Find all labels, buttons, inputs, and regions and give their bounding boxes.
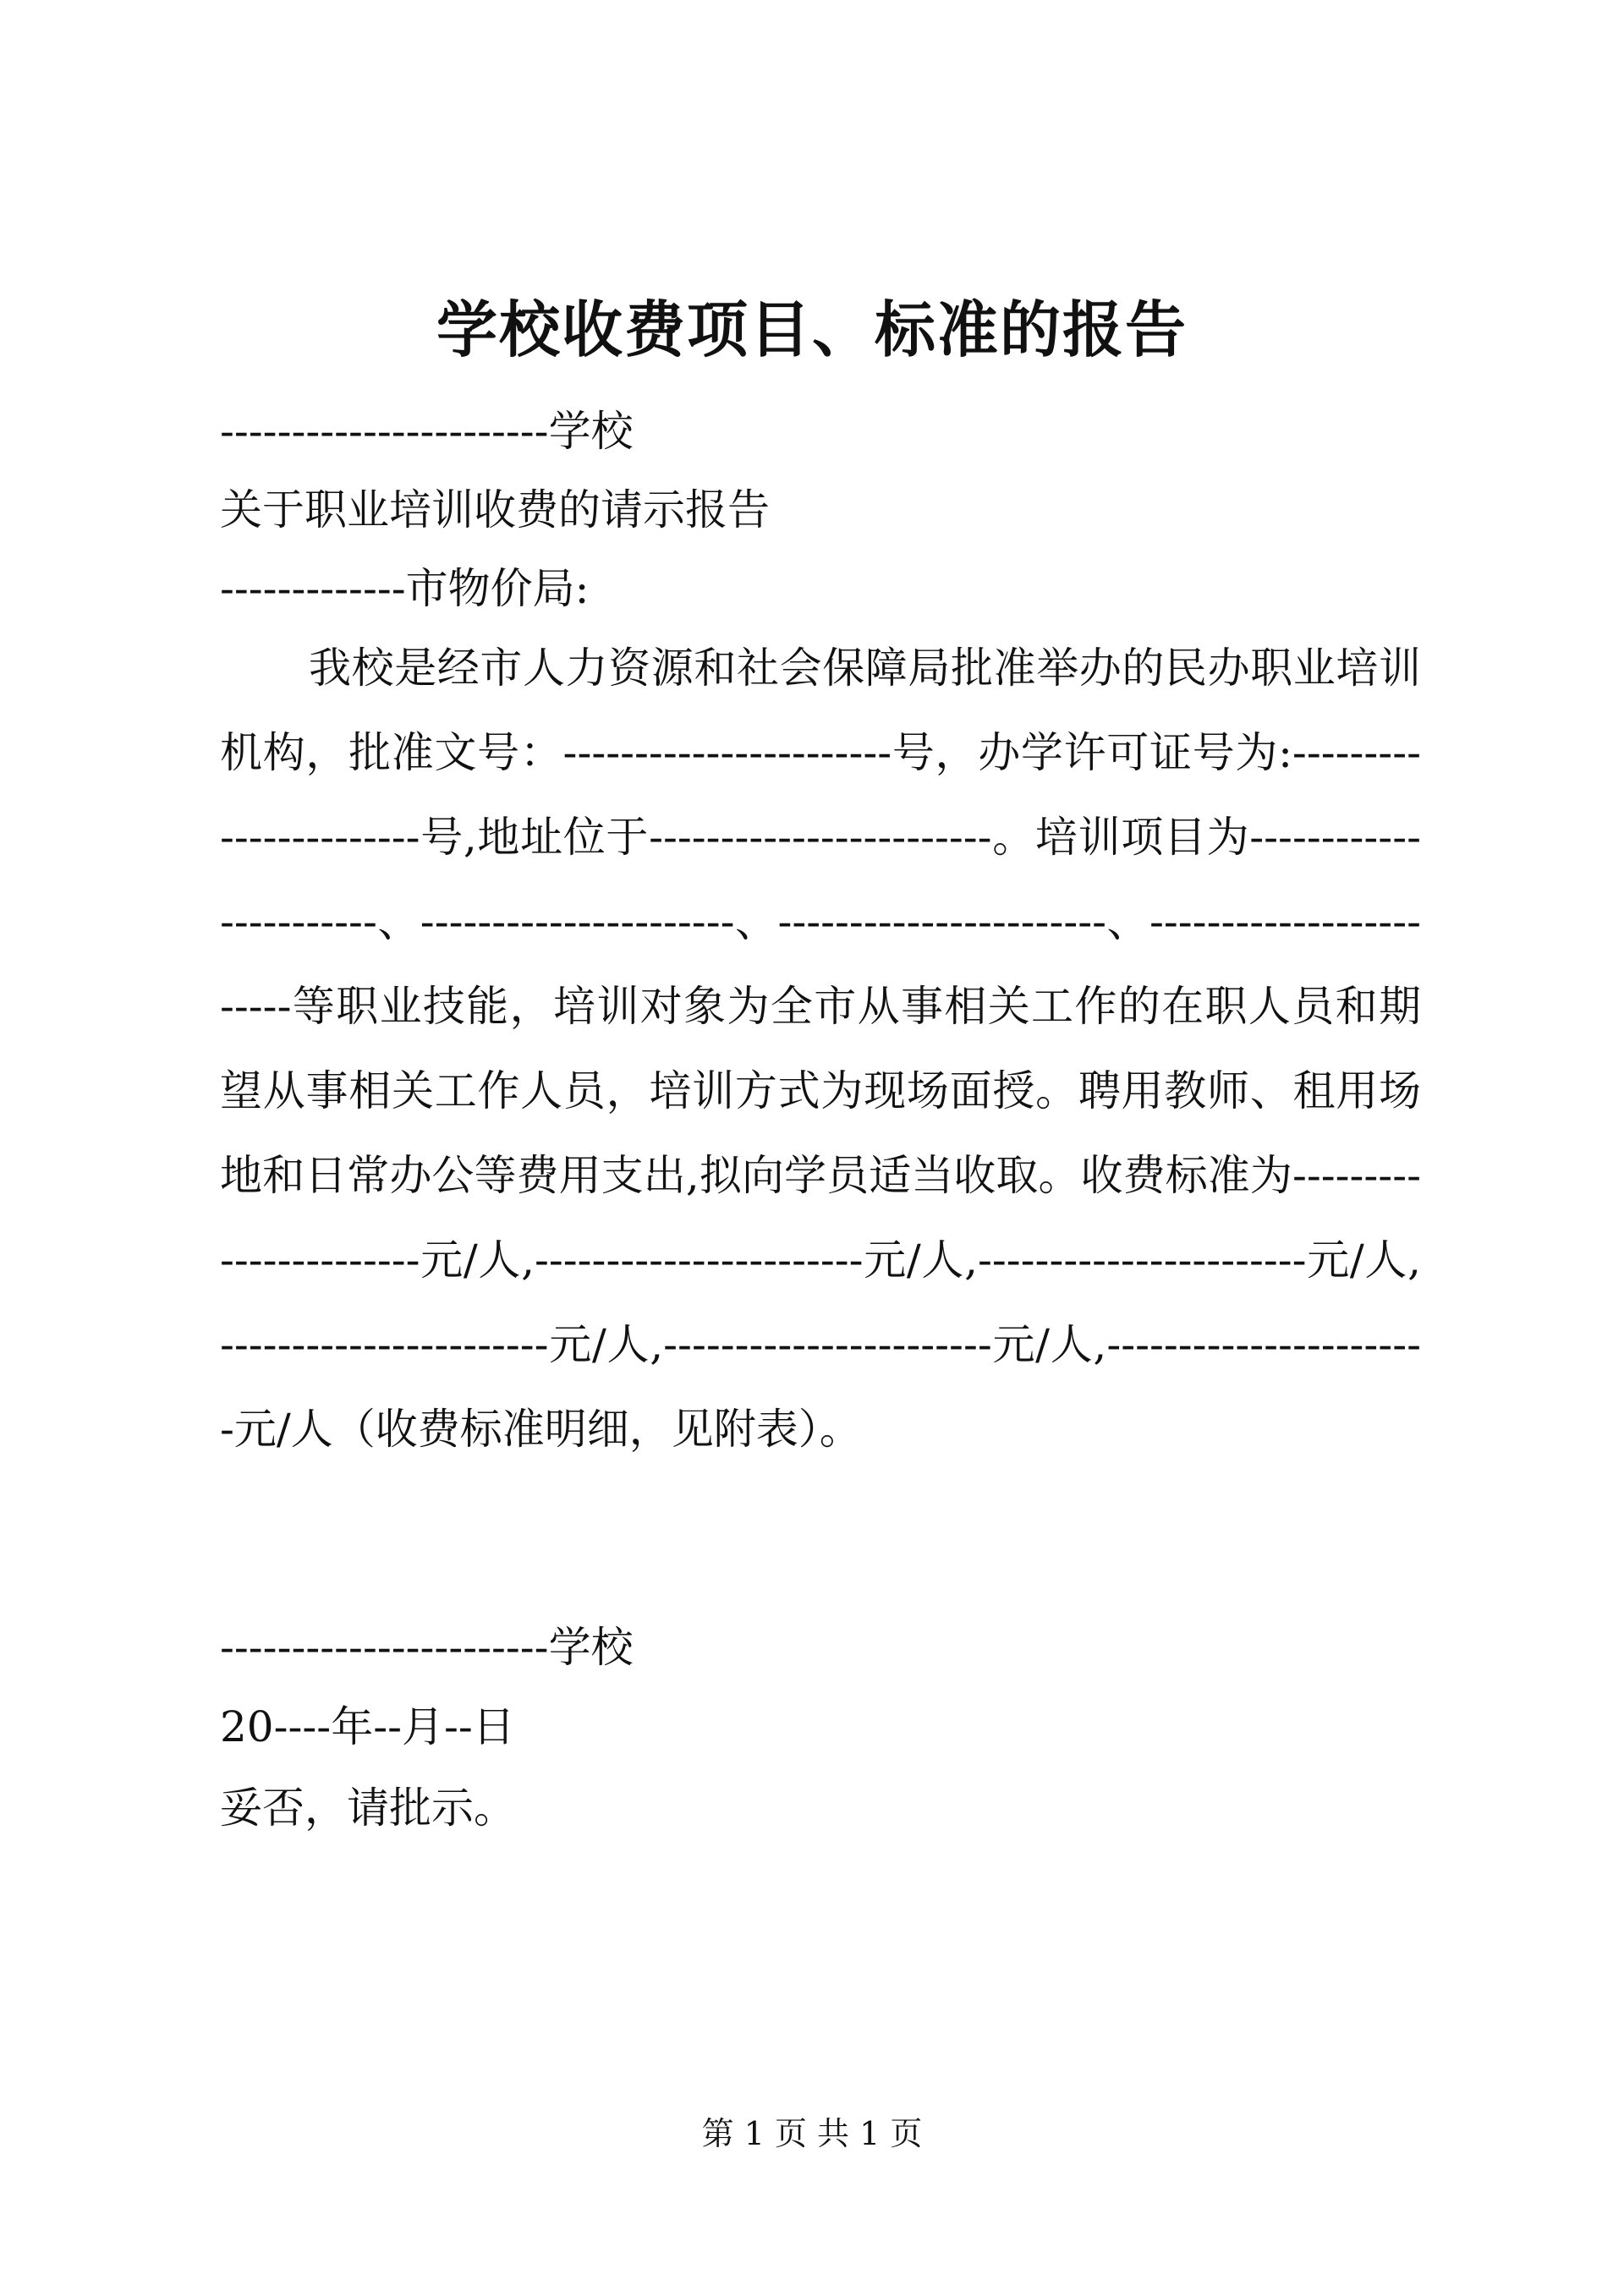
page-footer: 第 1 页 共 1 页: [701, 2115, 923, 2152]
subject-line: 关于职业培训收费的请示报告: [220, 485, 770, 534]
date-line: 20----年--月--日: [220, 1702, 515, 1751]
body-paragraph: 我校是经市人力资源和社会保障局批准举办的民办职业培训机构，批准文号：-----------------------号，办学许可证号为:-----------------------号,地址位于------------------------。培训项目为-----------------------、----------------------、-----------------------、------------------------等职业技能，培训对象为全市从事相关工作的在职人员和期望从事相关工作人员，培训方式为现场面授。聘用教师、租用场地和日常办公等费用支出,拟向学员适当收取。收费标准为-----------------------元/人,-----------------------元/人,-----------------------元/人,-----------------------元/人,-----------------------元/人,-----------------------元/人（收费标准明细，见附表）。: [220, 644, 1421, 1454]
closing-line: 妥否，请批示。: [220, 1784, 516, 1833]
signature-school-line: -----------------------学校: [220, 1623, 634, 1672]
school-header-line: -----------------------学校: [220, 407, 634, 456]
recipient-line: -------------市物价局:: [220, 564, 590, 613]
document-title: 学校收费项目、标准的报告: [436, 293, 1188, 365]
